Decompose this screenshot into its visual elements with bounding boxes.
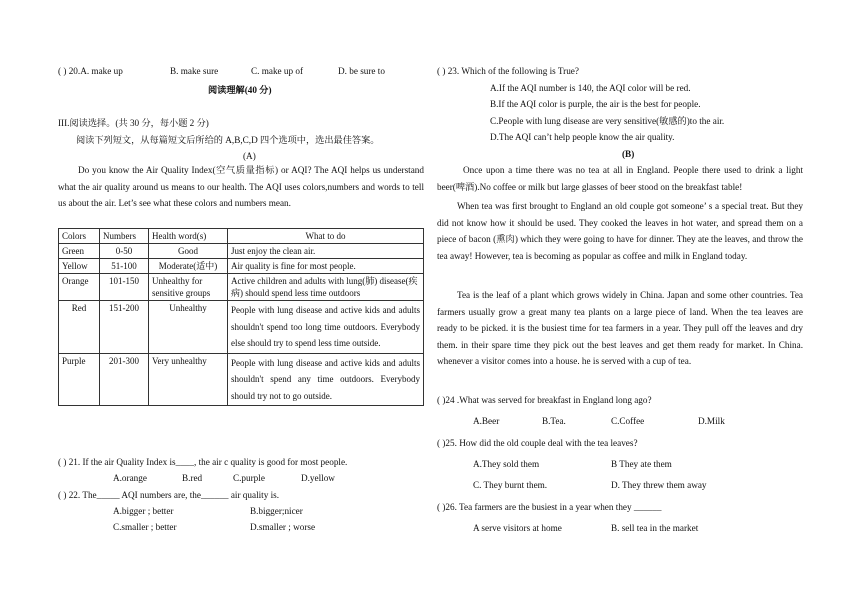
passage-a: Do you know the Air Quality Index(空气质量指标) or AQI? The AQI helps us understand what the air quality around us means to our health. The AQI uses colors,numbers and words to tell us about the air. Let’s see what these colors and numbers mean. xyxy=(58,165,424,209)
cell-color: Red xyxy=(59,301,100,354)
q23-option-b: B.If the AQI color is purple, the air is the best for people. xyxy=(490,99,701,109)
q23-stem: ( ) 23. Which of the following is True? xyxy=(437,66,579,76)
header-health: Health word(s) xyxy=(149,229,228,244)
q21-option-c: C.purple xyxy=(233,473,265,483)
cell-health: Unhealthy xyxy=(149,301,228,354)
q22-option-a: A.bigger ; better xyxy=(113,506,174,516)
cell-what-to-do: People with lung disease and active kids and adults shouldn't spend any time outdoors. Everybody should try not to go outside. xyxy=(228,353,424,406)
cell-what-to-do: Air quality is fine for most people. xyxy=(228,259,424,274)
cell-what-to-do: Active children and adults with lung(肺) disease(疾病) should spend less time outdoors xyxy=(228,274,424,301)
q21-stem: ( ) 21. If the air Quality Index is____, the air c quality is good for most people. xyxy=(58,457,348,467)
q25-option-b: B They ate them xyxy=(611,459,672,469)
q23-option-c: C.People with lung disease are very sensitive(敏感的)to the air. xyxy=(490,116,725,126)
cell-color: Orange xyxy=(59,274,100,301)
q25-option-c: C. They burnt them. xyxy=(473,480,548,490)
q25-option-d: D. They threw them away xyxy=(611,480,707,490)
table-row xyxy=(59,244,424,259)
q26-stem: ( )26. Tea farmers are the busiest in a year when they ______ xyxy=(437,502,662,512)
cell-what-to-do: Just enjoy the clean air. xyxy=(228,244,424,259)
cell-numbers: 151-200 xyxy=(100,301,149,354)
cell-what-to-do: People with lung disease and active kids and adults shouldn't spend too long time outdoors. Everybody else should try to spend less time outside. xyxy=(228,301,424,354)
q22-option-d: D.smaller ; worse xyxy=(250,522,316,532)
cell-health: Unhealthy for sensitive groups xyxy=(149,274,228,301)
aqi-table xyxy=(58,228,424,406)
q23-option-a: A.If the AQI number is 140, the AQI color will be red. xyxy=(490,83,691,93)
table-row xyxy=(59,353,424,406)
q26-option-b: B. sell tea in the market xyxy=(611,523,699,533)
cell-color: Green xyxy=(59,244,100,259)
q22-option-c: C.smaller ; better xyxy=(113,522,177,532)
header-colors: Colors xyxy=(59,229,100,244)
instruction: 阅读下列短文，从每篇短文后所给的 A,B,C,D 四个选项中，选出最佳答案。 xyxy=(76,135,380,145)
q24-option-c: C.Coffee xyxy=(611,416,645,426)
q24-stem: ( )24 .What was served for breakfast in England long ago? xyxy=(437,395,652,405)
q21-option-a: A.orange xyxy=(113,473,147,483)
cell-numbers: 101-150 xyxy=(100,274,149,301)
q20-option-c: C. make up of xyxy=(251,66,304,76)
cell-numbers: 51-100 xyxy=(100,259,149,274)
q21-option-b: B.red xyxy=(182,473,203,483)
table-row xyxy=(59,259,424,274)
q22-stem: ( ) 22. The_____ AQI numbers are, the______ air quality is. xyxy=(58,490,280,500)
q24-option-d: D.Milk xyxy=(698,416,725,426)
table-header-row xyxy=(59,229,424,244)
passage-b-paragraph-2: When tea was first brought to England an old couple got someone’ s a special treat. But they did not know how it should be used. They cooked the leaves in hot water, and spread them on a piece of bacon (熏肉) which they were going to have for dinner. They ate the leaves, and throw the tea away! However, tea is becoming as popular as coffee and milk in England today. xyxy=(437,201,803,261)
passage-a-label: (A) xyxy=(243,151,256,161)
q20-option-b: B. make sure xyxy=(170,66,219,76)
q21-option-d: D.yellow xyxy=(301,473,335,483)
q24-option-a: A.Beer xyxy=(473,416,500,426)
table-row xyxy=(59,274,424,301)
q20-option-d: D. be sure to xyxy=(338,66,385,76)
passage-b-label: (B) xyxy=(622,149,635,159)
q22-option-b: B.bigger;nicer xyxy=(250,506,303,516)
q23-option-d: D.The AQI can’t help people know the air quality. xyxy=(490,132,675,142)
q26-option-a: A serve visitors at home xyxy=(473,523,562,533)
header-what-to-do: What to do xyxy=(228,229,424,244)
cell-numbers: 201-300 xyxy=(100,353,149,406)
section-heading: III.阅读选择。(共 30 分，每小题 2 分) xyxy=(58,118,209,128)
cell-color: Yellow xyxy=(59,259,100,274)
q25-option-a: A.They sold them xyxy=(473,459,540,469)
passage-b-paragraph-1: Once upon a time there was no tea at all in England. People there used to drink a light beer(啤酒).No coffee or milk but large glasses of beer stood on the breakfast table! xyxy=(437,165,803,192)
cell-health: Good xyxy=(149,244,228,259)
q24-option-b: B.Tea. xyxy=(542,416,566,426)
cell-health: Very unhealthy xyxy=(149,353,228,406)
header-numbers: Numbers xyxy=(100,229,149,244)
passage-b-paragraph-3: Tea is the leaf of a plant which grows widely in China. Japan and some other countries. Tea farmers usually grow a great many tea plants on a large piece of land. When the tea leaves are ready to be picked. it is the busiest time for tea farmers in a year. They pull off the leaves and dry them. in their spare time they pick out the best leaves and get them ready for market. In China. whenever a visitor comes into a house. he is served with a cup of tea. xyxy=(437,290,803,367)
q20-stem: ( ) 20.A. make up xyxy=(58,66,123,76)
reading-title: 阅读理解(40 分) xyxy=(208,85,272,95)
cell-numbers: 0-50 xyxy=(100,244,149,259)
q25-stem: ( )25. How did the old couple deal with the tea leaves? xyxy=(437,438,638,448)
cell-health: Moderate(适中) xyxy=(149,259,228,274)
cell-color: Purple xyxy=(59,353,100,406)
table-row xyxy=(59,301,424,354)
